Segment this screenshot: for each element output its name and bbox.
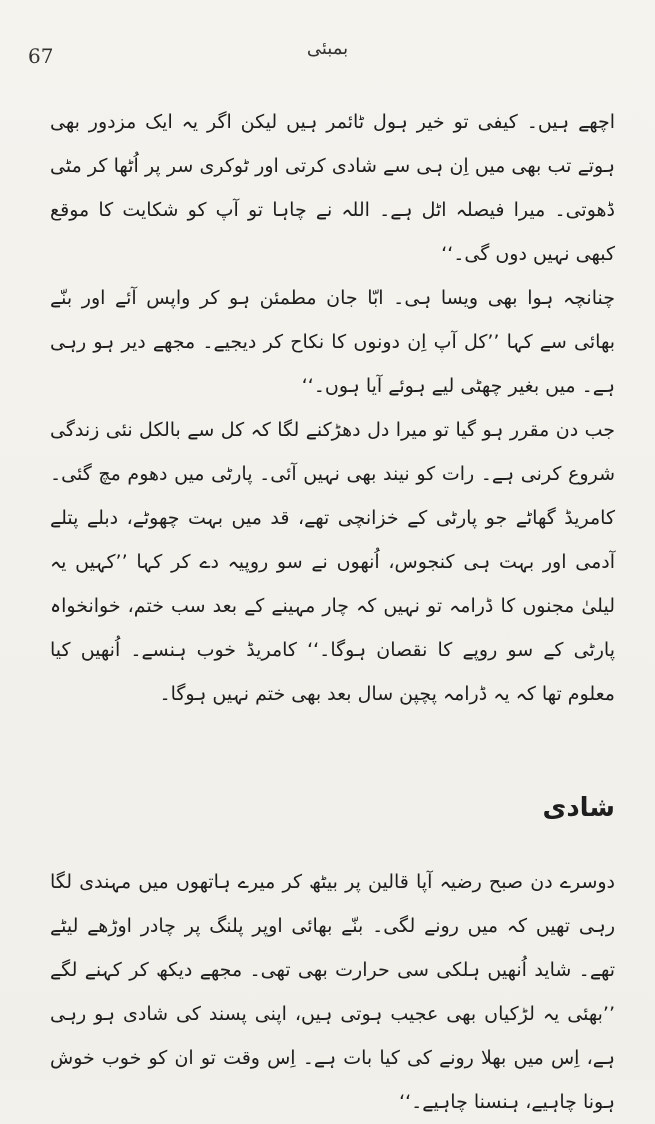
paragraph: دوسرے دن صبح رضیہ آپا قالین پر بیٹھ کر میرے ہاتھوں میں مہندی لگا رہی تھیں کہ میں رونے لگی۔ بنّے بھائی اوپر پلنگ پر چادر اوڑھے لیٹے تھے۔ شاید اُنھیں ہلکی سی حرارت بھی تھی۔ مجھے دیکھ کر کہنے لگے ’’بھئی یہ لڑکیاں بھی عجیب ہوتی ہیں، اپنی پسند کی شادی ہو رہی ہے، اِس میں بھلا رونے کی کیا بات ہے۔ اِس وقت تو ان کو خوب خوش ہونا چاہیے، ہنسنا چاہیے۔‘‘	[50, 871, 615, 1113]
page-number: 67	[28, 44, 54, 68]
paragraph: چنانچہ ہوا بھی ویسا ہی۔ ابّا جان مطمئن ہو کر واپس آئے اور بنّے بھائی سے کہا ’’کل آپ اِن دونوں کا نکاح کر دیجیے۔ مجھے دیر ہو رہی ہے۔ میں بغیر چھٹی لیے ہوئے آیا ہوں۔‘‘	[50, 287, 615, 397]
paragraph: اچھے ہیں۔ کیفی تو خیر ہول ٹائمر ہیں لیکن اگر یہ ایک مزدور بھی ہوتے تب بھی میں اِن ہی سے شادی کرتی اور ٹوکری سر پر اُٹھا کر مٹی ڈھوتی۔ میرا فیصلہ اٹل ہے۔ اللہ نے چاہا تو آپ کو شکایت کا موقع کبھی نہیں دوں گی۔‘‘	[50, 111, 615, 265]
section-heading: شادی	[542, 793, 615, 823]
paragraph: جب دن مقرر ہو گیا تو میرا دل دھڑکنے لگا کہ کل سے بالکل نئی زندگی شروع کرنی ہے۔ رات کو نیند بھی نہیں آئی۔ پارٹی میں دھوم مچ گئی۔ کامریڈ گھاٹے جو پارٹی کے خزانچی تھے، قد میں بہت چھوٹے، دبلے پتلے آدمی اور بہت ہی کنجوس، اُنھوں نے سو روپیہ دے کر کہا ’’کہیں یہ لیلیٰ مجنوں کا ڈرامہ تو نہیں کہ چار مہینے کے بعد سب ختم، خوانخواہ پارٹی کے سو روپے کا نقصان ہوگا۔‘‘ کامریڈ خوب ہنسے۔ اُنھیں کیا معلوم تھا کہ یہ ڈرامہ پچپن سال بعد بھی ختم نہیں ہوگا۔	[50, 419, 615, 705]
page-header	[0, 0, 655, 80]
page-body	[50, 100, 615, 1124]
running-title: بمبئی	[306, 38, 349, 59]
